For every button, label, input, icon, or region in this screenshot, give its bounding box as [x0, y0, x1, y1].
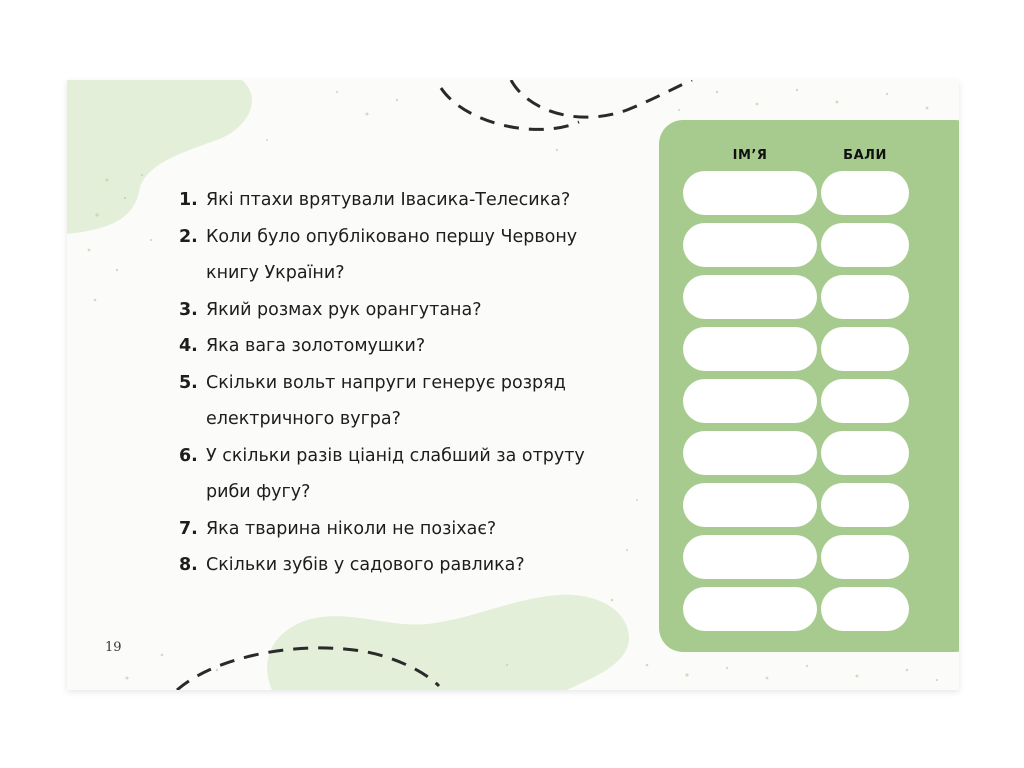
question-item: [179, 182, 619, 219]
question-item: [179, 219, 619, 292]
question-text: У скільки разів ціанід слабший за отруту риби фугу?: [206, 445, 585, 502]
points-field[interactable]: [821, 535, 909, 579]
player-name-field[interactable]: [683, 275, 817, 319]
question-item: [179, 511, 619, 548]
question-item: [179, 438, 619, 511]
top-dashed-arc-left: [441, 88, 579, 129]
points-field[interactable]: [821, 275, 909, 319]
points-field[interactable]: [821, 431, 909, 475]
question-text: Коли було опубліковано першу Червону книгу України?: [206, 226, 578, 283]
question-number: 7.: [179, 518, 198, 539]
top-dashed-arc-right: [511, 80, 692, 117]
question-number: 8.: [179, 555, 198, 575]
player-name-field[interactable]: [683, 327, 817, 371]
question-item: [179, 365, 619, 438]
points-field[interactable]: [821, 483, 909, 527]
question-number: 1.: [179, 190, 198, 210]
question-item: [179, 547, 619, 584]
player-name-field[interactable]: [683, 223, 817, 267]
player-name-field[interactable]: [683, 171, 817, 215]
question-text: Яка вага золотомушки?: [206, 336, 426, 356]
player-name-field[interactable]: [683, 535, 817, 579]
points-field[interactable]: [821, 379, 909, 423]
bottom-green-blob: [267, 595, 629, 690]
question-text: Які птахи врятували Івасика-Телесика?: [206, 190, 571, 210]
page-number: 19: [105, 640, 122, 655]
question-number: 5.: [179, 372, 198, 393]
question-text: Скільки зубів у садового равлика?: [206, 555, 525, 575]
points-field[interactable]: [821, 587, 909, 631]
question-number: 6.: [179, 445, 198, 466]
question-item: [179, 292, 619, 329]
question-text: Яка тварина ніколи не позіхає?: [206, 518, 497, 539]
score-table-panel: [659, 120, 959, 652]
points-column-header: БАЛИ: [843, 148, 887, 163]
quiz-page: [67, 80, 959, 690]
question-text: Скільки вольт напруги генерує розряд електричного вугра?: [206, 372, 566, 429]
name-column-header: ІМ’Я: [732, 148, 768, 163]
player-name-field[interactable]: [683, 587, 817, 631]
question-number: 4.: [179, 336, 198, 356]
points-field[interactable]: [821, 223, 909, 267]
points-field[interactable]: [821, 171, 909, 215]
question-list: [179, 182, 619, 584]
question-item: [179, 328, 619, 365]
player-name-field[interactable]: [683, 379, 817, 423]
question-number: 2.: [179, 226, 198, 247]
question-number: 3.: [179, 299, 198, 320]
player-name-field[interactable]: [683, 483, 817, 527]
player-name-field[interactable]: [683, 431, 817, 475]
question-text: Який розмах рук орангутана?: [206, 299, 482, 320]
points-field[interactable]: [821, 327, 909, 371]
